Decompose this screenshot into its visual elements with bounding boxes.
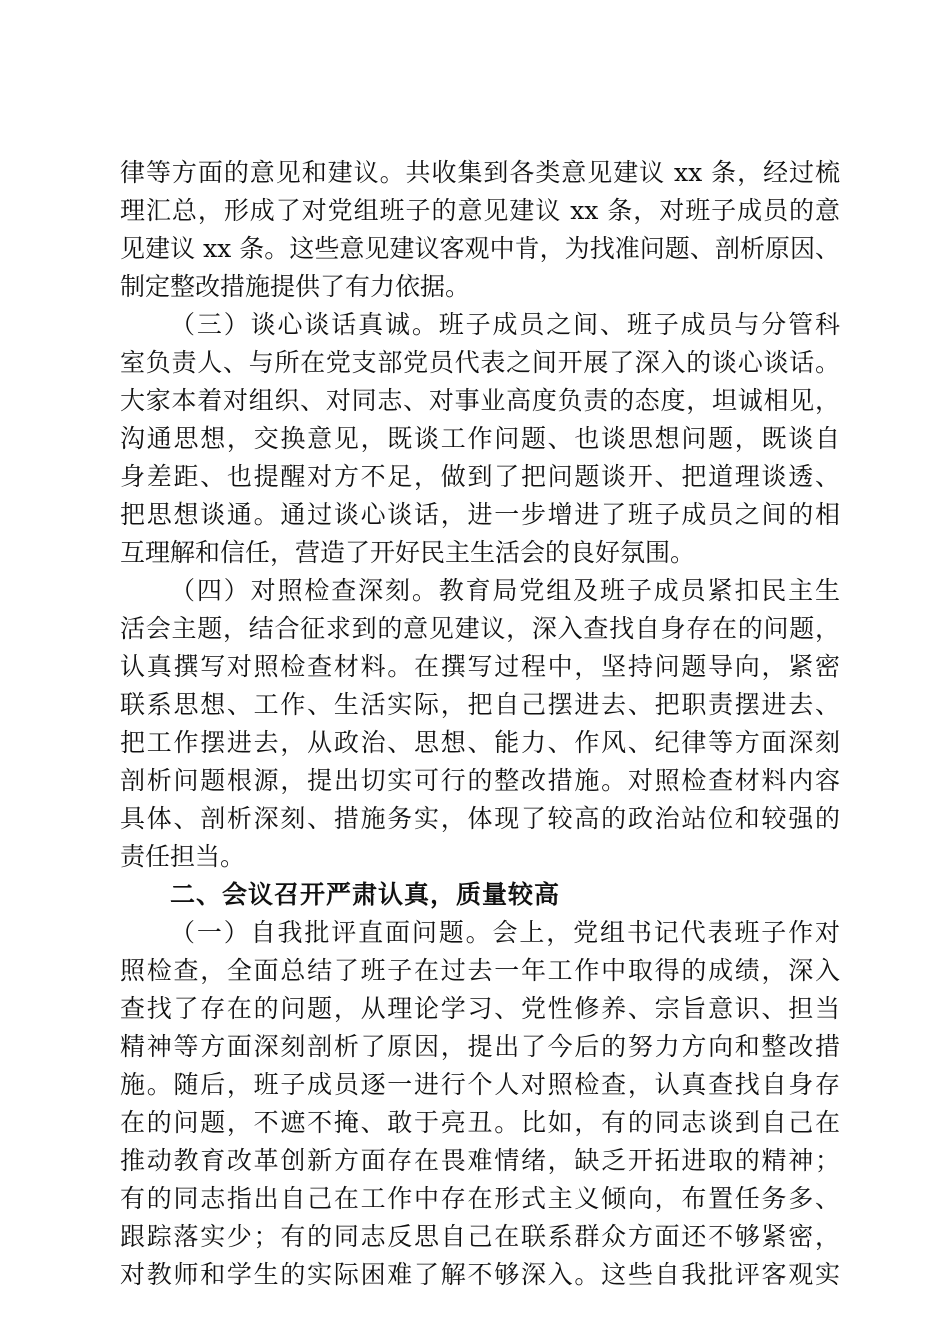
paragraph-line: 沟通思想，交换意见，既谈工作问题、也谈思想问题，既谈自 [120, 424, 840, 453]
paragraph-line: 理汇总，形成了对党组班子的意见建议 xx 条，对班子成员的意 [120, 196, 840, 225]
paragraph-line: 把工作摆进去，从政治、思想、能力、作风、纪律等方面深刻 [120, 728, 840, 757]
paragraph-line: 责任担当。 [120, 842, 246, 871]
paragraph-line: 有的同志指出自己在工作中存在形式主义倾向，布置任务多、 [120, 1184, 840, 1213]
paragraph-line: 律等方面的意见和建议。共收集到各类意见建议 xx 条，经过梳 [120, 158, 840, 187]
paragraph-line: 见建议 xx 条。这些意见建议客观中肯，为找准问题、剖析原因、 [120, 234, 840, 263]
paragraph-line: 查找了存在的问题，从理论学习、党性修养、宗旨意识、担当 [120, 994, 840, 1023]
paragraph-line: 对教师和学生的实际困难了解不够深入。这些自我批评客观实 [120, 1260, 840, 1289]
paragraph-line: 认真撰写对照检查材料。在撰写过程中，坚持问题导向，紧密 [120, 652, 840, 681]
paragraph-line: 施。随后，班子成员逐一进行个人对照检查，认真查找自身存 [120, 1070, 840, 1099]
paragraph-line: 大家本着对组织、对同志、对事业高度负责的态度，坦诚相见， [120, 386, 840, 415]
paragraph-line: 互理解和信任，营造了开好民主生活会的良好氛围。 [120, 538, 696, 567]
section-heading: 二、会议召开严肃认真，质量较高 [170, 880, 561, 909]
paragraph-line: 照检查，全面总结了班子在过去一年工作中取得的成绩，深入 [120, 956, 840, 985]
paragraph-line: 精神等方面深刻剖析了原因，提出了今后的努力方向和整改措 [120, 1032, 840, 1061]
paragraph-line: 在的问题，不遮不掩、敢于亮丑。比如，有的同志谈到自己在 [120, 1108, 840, 1137]
paragraph-line: 活会主题，结合征求到的意见建议，深入查找自身存在的问题， [120, 614, 840, 643]
paragraph-line: 具体、剖析深刻、措施务实，体现了较高的政治站位和较强的 [120, 804, 840, 833]
paragraph-line: 制定整改措施提供了有力依据。 [120, 272, 471, 301]
paragraph-line: 联系思想、工作、生活实际，把自己摆进去、把职责摆进去、 [120, 690, 840, 719]
paragraph-line: 身差距、也提醒对方不足，做到了把问题谈开、把道理谈透、 [120, 462, 840, 491]
paragraph-line: （三）谈心谈话真诚。班子成员之间、班子成员与分管科 [170, 310, 840, 339]
paragraph-line: （一）自我批评直面问题。会上，党组书记代表班子作对 [170, 918, 840, 947]
paragraph-line: 剖析问题根源，提出切实可行的整改措施。对照检查材料内容 [120, 766, 840, 795]
paragraph-line: 推动教育改革创新方面存在畏难情绪，缺乏开拓进取的精神； [120, 1146, 840, 1175]
paragraph-line: 把思想谈通。通过谈心谈话，进一步增进了班子成员之间的相 [120, 500, 840, 529]
paragraph-line: 跟踪落实少；有的同志反思自己在联系群众方面还不够紧密， [120, 1222, 840, 1251]
paragraph-line: 室负责人、与所在党支部党员代表之间开展了深入的谈心谈话。 [120, 348, 840, 377]
paragraph-line: （四）对照检查深刻。教育局党组及班子成员紧扣民主生 [170, 576, 840, 605]
